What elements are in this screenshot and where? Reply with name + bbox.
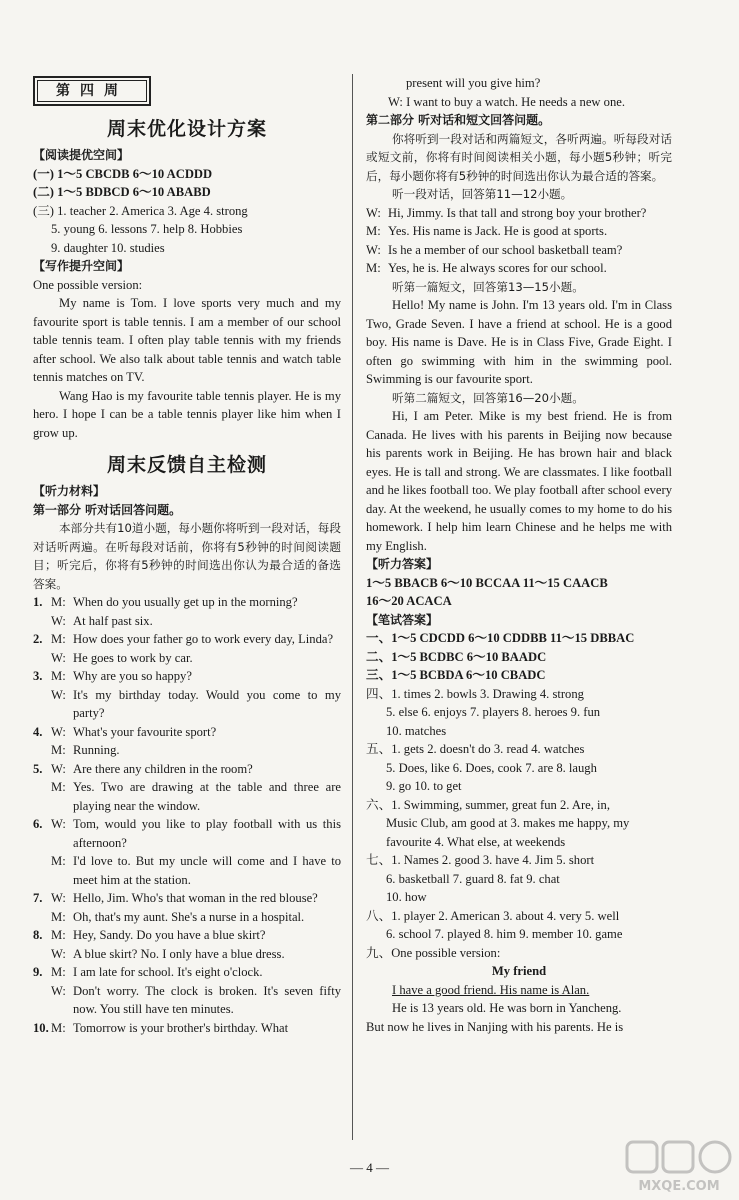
dialogue-text: Are there any children in the room? [73, 761, 253, 776]
speaker-label: W: [51, 817, 66, 831]
question-number: 2. [33, 632, 43, 646]
written-answer-line: 九、One possible version: [366, 945, 501, 960]
dialogue-text: Yes. Two are drawing at the table and three are playing near the window. [73, 780, 341, 813]
dialogue-line [366, 241, 672, 260]
written-answer-line: 10. matches [386, 723, 447, 738]
dialogue-line [366, 204, 672, 223]
question-number [33, 945, 51, 964]
watermark-logo-icon [625, 1138, 733, 1196]
dialogue-line [33, 686, 341, 723]
written-answer-line: 五、1. gets 2. doesn't do 3. read 4. watches [366, 742, 585, 756]
written-answer-line: 5. else 6. enjoys 7. players 8. heroes 9. fun [386, 705, 601, 719]
passage1-label: 听第一篇短文，回答第13—15小题。 [392, 279, 584, 294]
dialogue-line [33, 741, 341, 760]
speaker-label: W: [51, 724, 66, 739]
speaker-label: M: [51, 632, 66, 646]
part1-instructions: 本部分共有10道小题，每小题你将听到一段对话，每段对话听两遍。在听每段对话前，你将有5秒钟的时间阅读题目；听完后，你将有5秒钟的时间选出你认为最合适的备选答案。 [33, 521, 341, 591]
speaker-label: W: [366, 242, 381, 257]
speaker-label: M: [51, 780, 66, 794]
speaker-label: M: [51, 965, 66, 979]
column-divider [352, 74, 353, 1140]
speaker-label: W: [51, 761, 66, 776]
question-number [33, 778, 51, 815]
dialogue-text: A blue skirt? No. I only have a blue dress. [73, 946, 285, 961]
dialogue-text: I am late for school. It's eight o'clock. [73, 965, 263, 979]
reading-answer-line: (一) 1～5 CBCDB 6～10 ACDDD [33, 166, 213, 181]
svg-text:MXQE.COM: MXQE.COM [638, 1179, 720, 1194]
dialogue-text: He goes to work by car. [73, 650, 193, 665]
speaker-label: M: [51, 928, 66, 942]
writing-intro: One possible version: [33, 277, 143, 292]
reading-answer-line: (二) 1～5 BDBCD 6～10 ABABD [33, 185, 211, 199]
dialogue-text: Yes. His name is Jack. He is good at sports. [388, 224, 608, 238]
question-number: 4. [33, 724, 43, 739]
essay-line: I have a good friend. His name is Alan. [392, 982, 590, 997]
question-number: 9. [33, 965, 43, 979]
dialogue-line [366, 259, 672, 278]
writing-paragraph: Wang Hao is my favourite table tennis player. He is my hero. I hope I can be a table tennis player like him when I grow up. [33, 388, 341, 440]
writing-paragraph: My name is Tom. I love sports very much and my favourite sport is table tennis. I am a member of our school table tennis team. I often play table tennis with my friends after school. We also talk about table tennis and watch table tennis matches on TV. [33, 296, 341, 384]
question-number [33, 686, 51, 723]
dialogue-line [33, 1019, 341, 1038]
dialogue-text: Hey, Sandy. Do you have a blue skirt? [73, 928, 266, 942]
question-number: 3. [33, 669, 43, 683]
written-answer-line: 6. school 7. played 8. him 9. member 10. game [386, 927, 623, 941]
question-number: 5. [33, 761, 43, 776]
reading-answer-line: 5. young 6. lessons 7. help 8. Hobbies [51, 222, 243, 236]
essay-line: But now he lives in Nanjing with his parents. He is [366, 1019, 624, 1034]
listening-answer-line: 16～20 ACACA [366, 594, 452, 608]
question-number: 1. [33, 595, 43, 609]
dialogue-line [33, 945, 341, 964]
written-answer-line: 二、1～5 BCDBC 6～10 BAADC [366, 649, 547, 664]
speaker-label: M: [51, 669, 66, 683]
written-answer-line: 10. how [386, 890, 427, 904]
right-column [366, 74, 672, 1036]
question-number: 6. [33, 817, 43, 831]
listening-answers-heading: 【听力答案】 [366, 557, 439, 571]
writing-heading: 【写作提升空间】 [33, 259, 130, 273]
section-title-feedback: 周末反馈自主检测 [106, 454, 267, 476]
speaker-label: W: [51, 946, 66, 961]
speaker-label: W: [51, 613, 66, 628]
dialogue-continuation: W: I want to buy a watch. He needs a new one. [388, 94, 625, 109]
dialogue-text: Running. [73, 743, 120, 757]
written-answer-line: Music Club, am good at 3. makes me happy, my [386, 816, 630, 830]
written-answer-line: 六、1. Swimming, summer, great fun 2. Are, in, [366, 797, 610, 812]
dialogue-line [33, 667, 341, 686]
written-answer-line: 八、1. player 2. American 3. about 4. very 5. well [366, 908, 620, 923]
dialogue-text: Yes, he is. He always scores for our school. [388, 261, 607, 275]
dialogue-text: Tom, would you like to play football with us this afternoon? [73, 817, 341, 850]
speaker-label: W: [366, 205, 381, 220]
dialogue-line [33, 963, 341, 982]
dialogue-line [33, 760, 341, 779]
question-number [33, 612, 51, 631]
question-number: 8. [33, 928, 43, 942]
dialogue-text: Oh, that's my aunt. She's a nurse in a hospital. [73, 909, 305, 924]
dialogue-line [33, 593, 341, 612]
written-answer-line: 9. go 10. to get [386, 779, 462, 793]
passage1-text: Hello! My name is John. I'm 13 years old. I'm in Class Two, Grade Seven. I have a friend at school. He is a good boy. His name is Dave. He is in Class Five, Grade Eight. I often go swimming with him in the swimming pool. Swimming is our favourite sport. [366, 298, 672, 386]
speaker-label: M: [366, 224, 381, 238]
dialogue-text: When do you usually get up in the morning? [73, 595, 298, 609]
written-answer-line: 6. basketball 7. guard 8. fat 9. chat [386, 871, 560, 886]
dialogue-text: At half past six. [73, 613, 153, 628]
dialogue-line [33, 649, 341, 668]
part2-instructions: 你将听到一段对话和两篇短文，各听两遍。听每段对话或短文前，你将有时间阅读相关小题，每小题5秒钟；听完后，每小题你将有5秒钟的时间选出你认为最合适的答案。 [366, 131, 672, 183]
dialogue-text: Is he a member of our school basketball team? [388, 242, 623, 257]
dialogue-text: It's my birthday today. Would you come to my party? [73, 687, 341, 720]
dialogue-line [33, 889, 341, 908]
dialogue-line [33, 778, 341, 815]
page-number: — 4 — [350, 1160, 389, 1175]
question-number: 7. [33, 891, 43, 905]
written-answer-line: favourite 4. What else, at weekends [386, 834, 566, 849]
dialogue-line [366, 222, 672, 241]
question-number [33, 741, 51, 760]
reading-heading: 【阅读提优空间】 [33, 148, 130, 162]
dialogue-line [33, 908, 341, 927]
listening-heading: 【听力材料】 [33, 484, 106, 498]
dialogue-continuation: present will you give him? [406, 76, 541, 90]
speaker-label: M: [51, 595, 66, 609]
dialogue-label: 听一段对话，回答第11—12小题。 [392, 187, 573, 201]
dialogue-line [33, 612, 341, 631]
week-label: 第四周 [37, 80, 147, 102]
dialogue-list [33, 593, 341, 1037]
dialogue-text: Tomorrow is your brother's birthday. What [73, 1020, 289, 1035]
written-answers-heading: 【笔试答案】 [366, 612, 439, 627]
dialogue-text: I'd love to. But my uncle will come and I have to meet him at the station. [73, 854, 341, 887]
dialogue-text: Hi, Jimmy. Is that tall and strong boy your brother? [388, 205, 647, 220]
part1-title: 第一部分 听对话回答问题。 [33, 502, 182, 517]
dialogue-text: Hello, Jim. Who's that woman in the red blouse? [73, 891, 318, 905]
question-number [33, 852, 51, 889]
dialogue-text: How does your father go to work every day, Linda? [73, 632, 334, 646]
dialogue-line [33, 852, 341, 889]
speaker-label: M: [51, 1020, 66, 1035]
dialogue-text: Don't worry. The clock is broken. It's seven fifty now. You still have ten minutes. [73, 983, 341, 1016]
dialogue-text: What's your favourite sport? [73, 724, 217, 739]
speaker-label: M: [51, 743, 66, 757]
written-answers [366, 629, 672, 962]
speaker-label: W: [51, 891, 66, 905]
part2-title: 第二部分 听对话和短文回答问题。 [366, 113, 551, 127]
written-answer-line: 四、1. times 2. bowls 3. Drawing 4. strong [366, 686, 584, 701]
reading-answer-line: (三) 1. teacher 2. America 3. Age 4. strong [33, 203, 248, 218]
written-answer-line: 三、1～5 BCBDA 6～10 CBADC [366, 668, 546, 682]
short-dialogue [366, 204, 672, 278]
passage2-label: 听第二篇短文，回答第16—20小题。 [392, 390, 584, 405]
dialogue-line [33, 630, 341, 649]
speaker-label: W: [51, 650, 66, 665]
speaker-label: M: [51, 854, 66, 868]
question-number: 10. [33, 1020, 49, 1035]
section-title-optimization: 周末优化设计方案 [106, 118, 267, 140]
written-answer-line: 5. Does, like 6. Does, cook 7. are 8. laugh [386, 760, 597, 775]
dialogue-line [33, 815, 341, 852]
speaker-label: W: [51, 983, 66, 998]
question-number [33, 982, 51, 1019]
dialogue-line [33, 723, 341, 742]
listening-answer-line: 1～5 BBACB 6～10 BCCAA 11～15 CAACB [366, 575, 608, 590]
speaker-label: M: [51, 909, 66, 924]
essay-title: My friend [491, 964, 547, 978]
passage2-text: Hi, I am Peter. Mike is my best friend. He is from Canada. He lives with his parents in Beijing now because his parents work in Beijing. He has brown hair and black eyes. He is tall and strong. We are classmates. I like football and he likes football too. We play football after school every day. At the weekend, he usually comes to my home to do his homework. I help him learn Chinese and he helps me with my English. [366, 409, 672, 553]
written-answer-line: 一、1～5 CDCDD 6～10 CDDBB 11～15 DBBAC [366, 631, 635, 645]
reading-answer-line: 9. daughter 10. studies [51, 240, 165, 255]
left-column [33, 74, 341, 1037]
speaker-label: M: [366, 261, 381, 275]
question-number [33, 908, 51, 927]
essay-line: He is 13 years old. He was born in Yancheng. [392, 1001, 622, 1015]
written-answer-line: 七、1. Names 2. good 3. have 4. Jim 5. short [366, 853, 595, 867]
week-label-box [33, 76, 151, 106]
speaker-label: W: [51, 687, 66, 702]
question-number [33, 649, 51, 668]
dialogue-line [33, 926, 341, 945]
dialogue-line [33, 982, 341, 1019]
dialogue-text: Why are you so happy? [73, 669, 192, 683]
